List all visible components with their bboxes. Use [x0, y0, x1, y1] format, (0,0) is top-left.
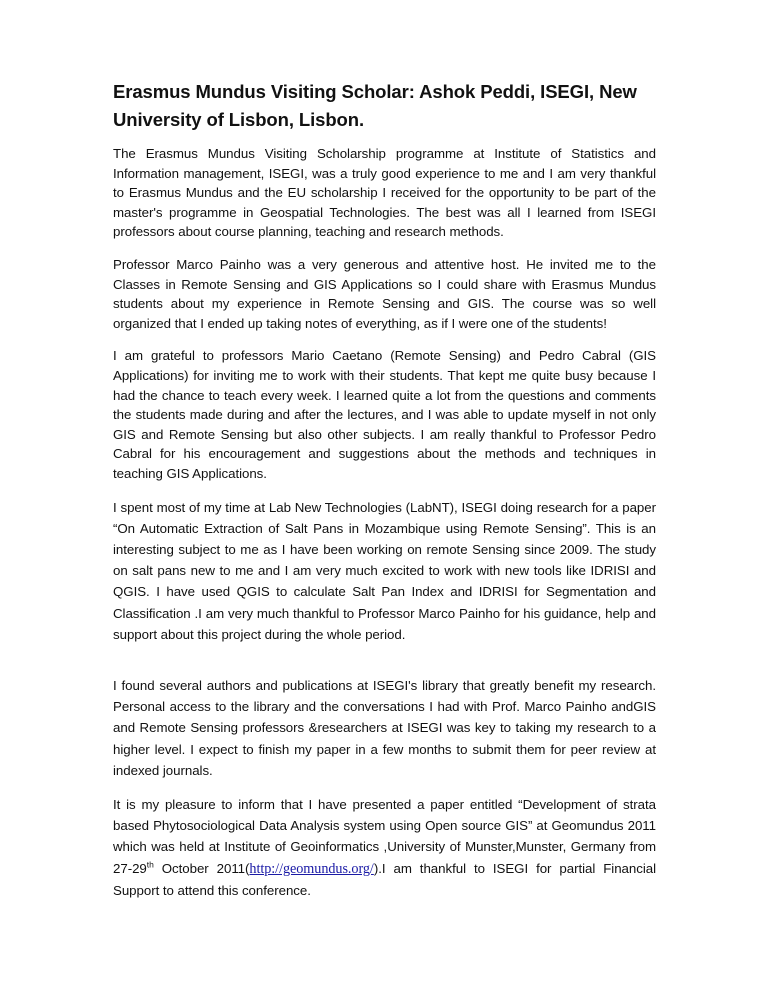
document-title: Erasmus Mundus Visiting Scholar: Ashok Peddi, ISEGI, New University of Lisbon, Lisbon.	[113, 81, 637, 130]
paragraph-host-professor: Professor Marco Painho was a very generous and attentive host. He invited me to the Classes in Remote Sensing and GIS Applications so I could share with Erasmus Mundus students about my experience in Remote Sensing and GIS. The course was so well organized that I ended up taking notes of everything, as if I were one of the students!	[113, 256, 656, 331]
paragraph-library-research: I found several authors and publications at ISEGI's library that greatly benefit my research. Personal access to the library and the conversations I had with Prof. Marco Painho andGIS and Remote Sensing professors &researchers at ISEGI was key to taking my research to a higher level. I expect to finish my paper in a few months to submit them for peer review at indexed journals.	[113, 677, 656, 778]
paragraph-gratitude-professors: I am grateful to professors Mario Caetano (Remote Sensing) and Pedro Cabral (GIS Applications) for inviting me to work with their students. That kept me quite busy because I had the chance to teach every week. I learned quite a lot from the questions and comments the students made during and after the lectures, and I was able to update myself in not only GIS and Remote Sensing but also other subjects. I am really thankful to Professor Pedro Cabral for his encouragement and suggestions about the methods and techniques in teaching GIS Applications.	[113, 348, 656, 481]
geomundus-text-after: ).I am thankful to ISEGI for partial Financial Support to attend this conference.	[113, 860, 656, 898]
paragraph-geomundus-presentation	[113, 794, 656, 901]
paragraph-scholarship-intro: The Erasmus Mundus Visiting Scholarship programme at Institute of Statistics and Information management, ISEGI, was a truly good experience to me and I am very thankful to Erasmus Mundus and the EU scholarship I received for the opportunity to be part of the master's programme in Geospatial Technologies. The best was all I learned from ISEGI professors about course planning, teaching and research methods.	[113, 146, 656, 240]
document-page	[113, 78, 656, 914]
paragraph-research-labnt: I spent most of my time at Lab New Technologies (LabNT), ISEGI doing research for a paper “On Automatic Extraction of Salt Pans in Mozambique using Remote Sensing”. This is an interesting subject to me as I have been working on remote Sensing since 2009. The study on salt pans new to me and I am very much excited to work with new tools like IDRISI and QGIS. I have used QGIS to calculate Salt Pan Index and IDRISI for Segmentation and Classification .I am very much thankful to Professor Marco Painho for his guidance, help and support about this project during the whole period.	[113, 499, 656, 642]
geomundus-text-before: It is my pleasure to inform that I have presented a paper entitled “Development of strata based Phytosociological Data Analysis system using Open source GIS” at Geomundus 2011 which was held at Institute of Geoinformatics ,University of Munster,Munster, Germany from 27-29	[113, 796, 656, 876]
geomundus-link[interactable]: http://geomundus.org/	[249, 860, 374, 877]
ordinal-superscript: th	[146, 859, 154, 870]
geomundus-text-middle: October 2011(	[153, 860, 250, 876]
